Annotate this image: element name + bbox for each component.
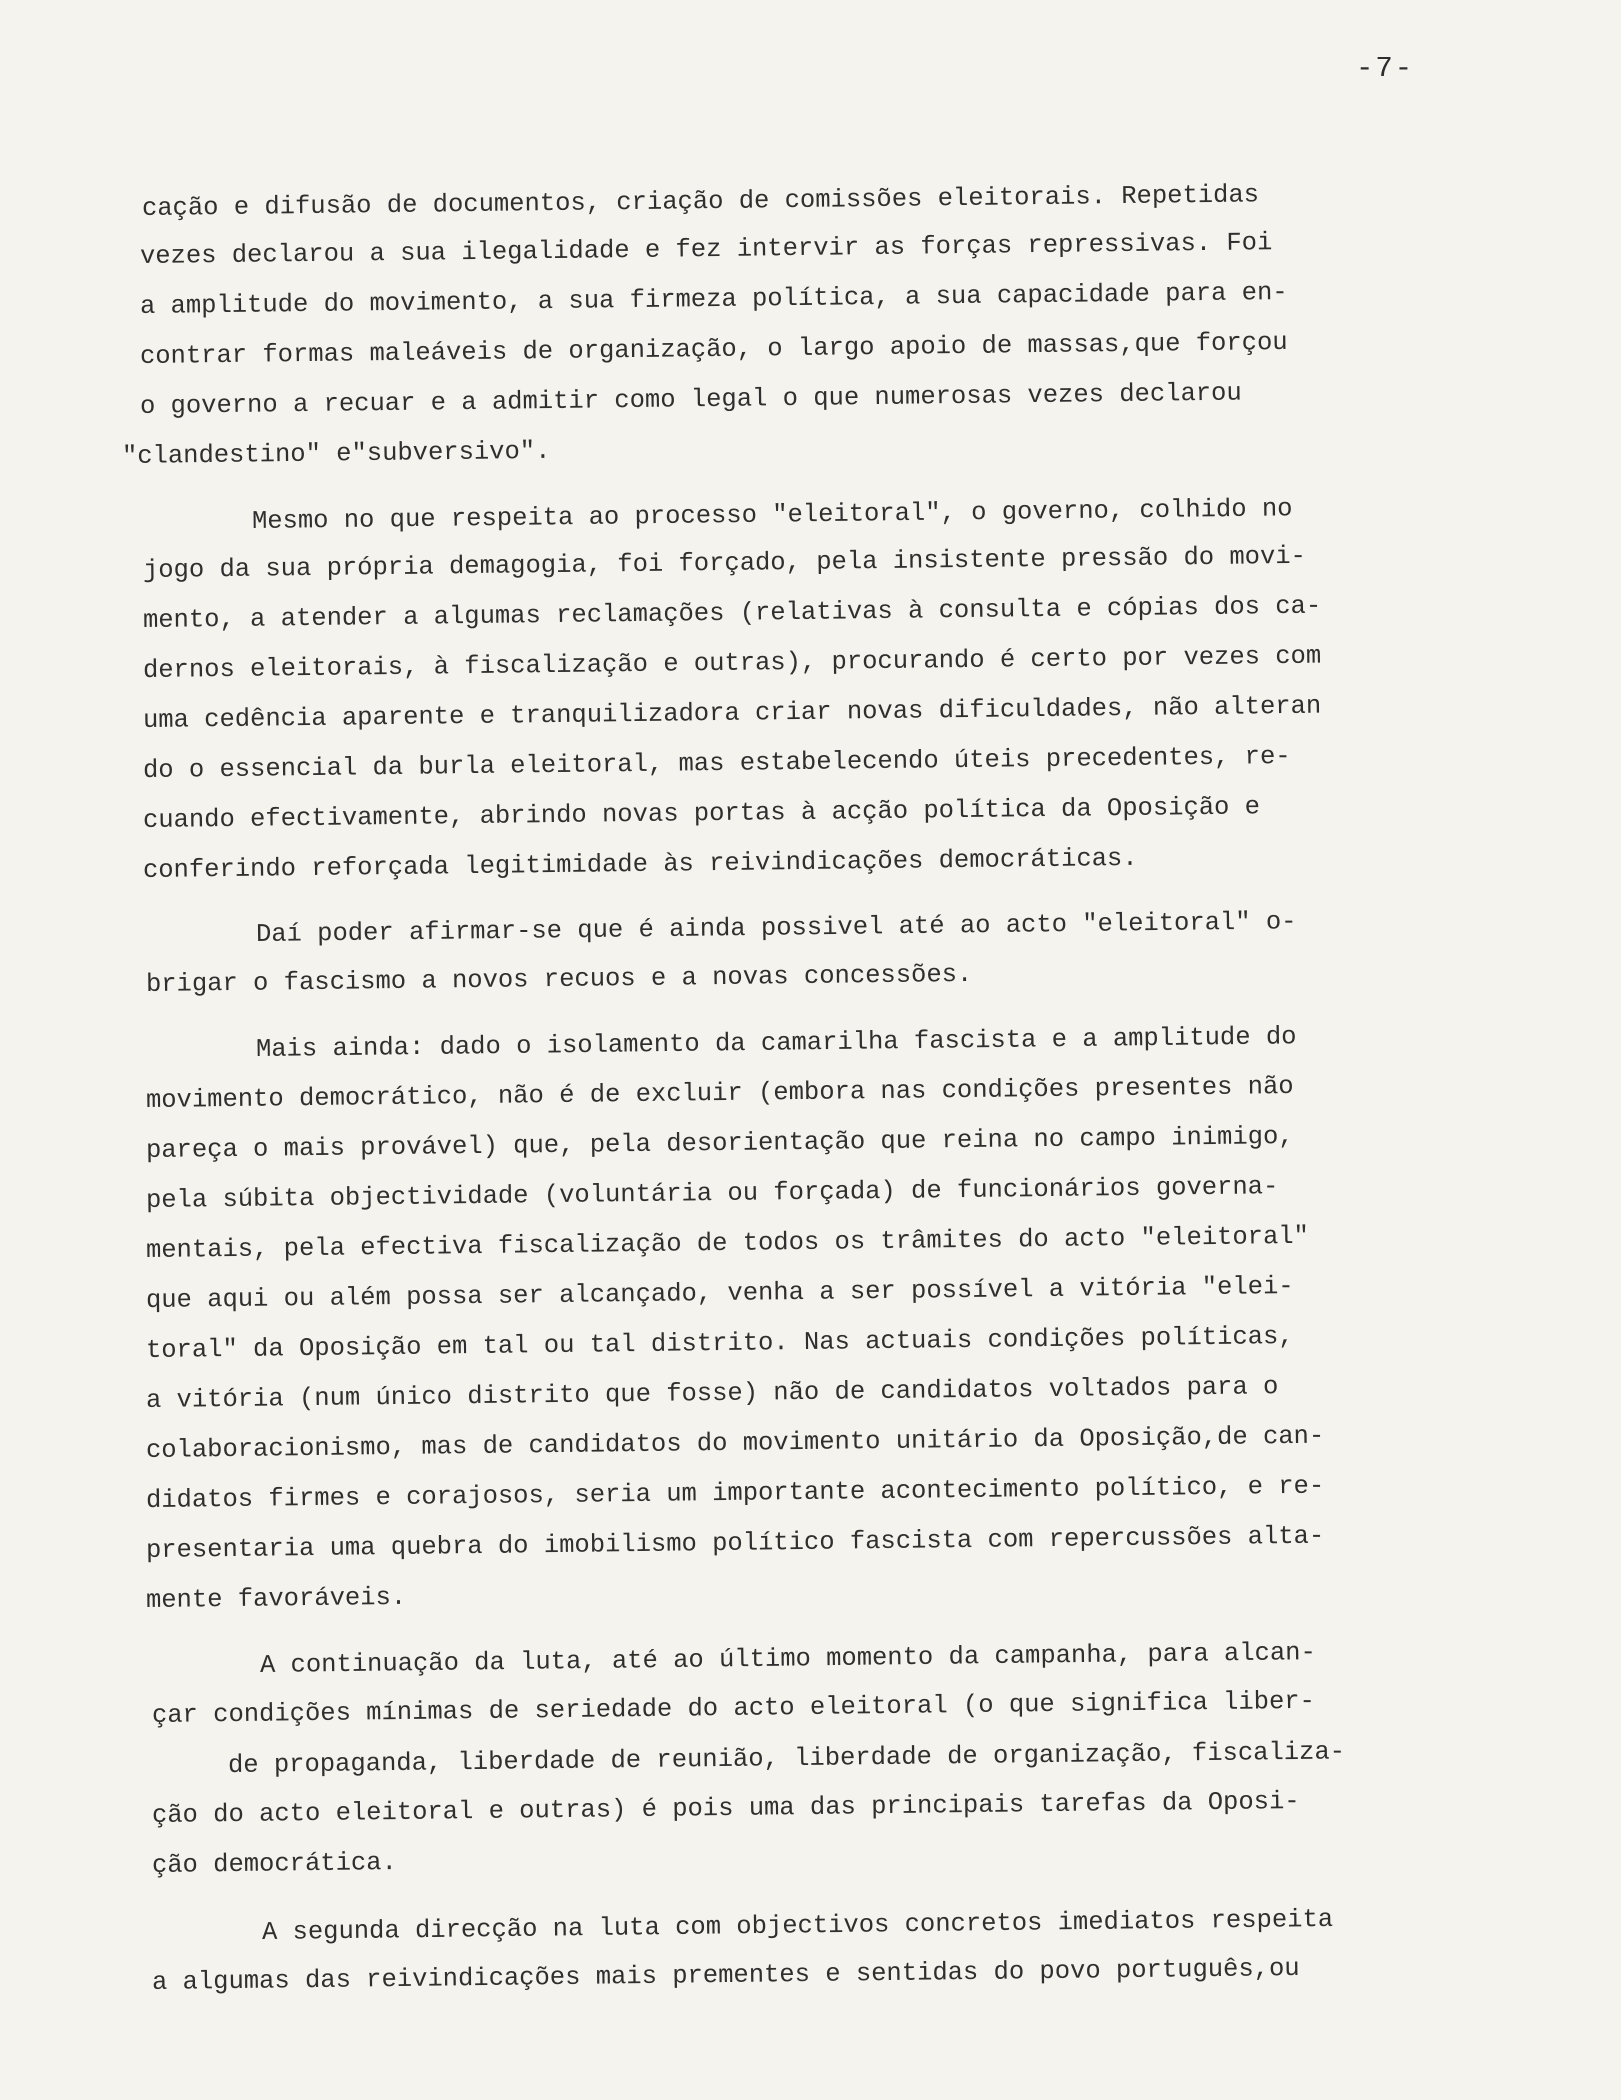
- text-line: toral" da Oposição em tal ou tal distrito. Nas actuais condições políticas,: [145, 1321, 1294, 1365]
- text-line: movimento democrático, não é de excluir (embora nas condições presentes não: [145, 1071, 1294, 1115]
- text-line: mento, a atender a algumas reclamações (relativas à consulta e cópias dos ca-: [142, 591, 1322, 635]
- text-line: mentais, pela efectiva fiscalização de todos os trâmites do acto "eleitoral": [145, 1221, 1310, 1265]
- text-line: Mesmo no que respeita ao processo "eleitoral", o governo, colhido no: [251, 494, 1293, 536]
- text-line: A continuação da luta, até ao último momento da campanha, para alcan-: [259, 1638, 1316, 1680]
- text-line: colaboracionismo, mas de candidatos do movimento unitário da Oposição,de can-: [145, 1421, 1325, 1465]
- text-line: a vitória (num único distrito que fosse) não de candidatos voltados para o: [145, 1372, 1279, 1415]
- text-line: uma cedência aparente e tranquilizadora criar novas dificuldades, não alteran: [142, 691, 1322, 735]
- text-line: jogo da sua própria demagogia, foi forçado, pela insistente pressão do movi-: [142, 541, 1307, 585]
- text-line: pareça o mais provável) que, pela desorientação que reina no campo inimigo,: [145, 1121, 1294, 1165]
- text-line: mente favoráveis.: [145, 1582, 407, 1615]
- text-line: o governo a recuar e a admitir como legal o que numerosas vezes declarou: [139, 378, 1242, 421]
- text-line: que aqui ou além possa ser alcançado, venha a ser possível a vitória "elei-: [145, 1271, 1294, 1315]
- text-line: presentaria uma quebra do imobilismo político fascista com repercussões alta-: [145, 1521, 1325, 1565]
- text-line: brigar o fascismo a novos recuos e a novas concessões.: [145, 959, 973, 999]
- text-line: çar condições mínimas de seriedade do acto eleitoral (o que significa liber-: [151, 1686, 1316, 1730]
- text-line: dernos eleitorais, à fiscalização e outras), procurando é certo por vezes com: [142, 641, 1322, 685]
- text-line: A segunda direcção na luta com objectivos concretos imediatos respeita: [261, 1904, 1334, 1947]
- text-line: vezes declarou a sua ilegalidade e fez intervir as forças repressivas. Foi: [139, 228, 1273, 271]
- text-line: Mais ainda: dado o isolamento da camarilha fascista e a amplitude do: [255, 1022, 1297, 1064]
- text-line: ção democrática.: [151, 1848, 397, 1880]
- text-line: cação e difusão de documentos, criação de comissões eleitorais. Repetidas: [141, 180, 1260, 223]
- text-line: "clandestino" e"subversivo".: [121, 436, 551, 471]
- text-line: pela súbita objectividade (voluntária ou forçada) de funcionários governa-: [145, 1172, 1279, 1215]
- text-line: contrar formas maleáveis de organização, o largo apoio de massas,que forçou: [139, 327, 1288, 371]
- text-line: do o essencial da burla eleitoral, mas estabelecendo úteis precedentes, re-: [142, 741, 1291, 785]
- text-line: Daí poder afirmar-se que é ainda possivel até ao acto "eleitoral" o-: [255, 907, 1297, 949]
- text-line: a amplitude do movimento, a sua firmeza política, a sua capacidade para en-: [139, 277, 1288, 321]
- text-line: didatos firmes e corajosos, seria um importante acontecimento político, e re-: [145, 1471, 1325, 1515]
- text-line: conferindo reforçada legitimidade às reivindicações democráticas.: [142, 843, 1138, 885]
- text-line: de propaganda, liberdade de reunião, liberdade de organização, fiscaliza-: [227, 1737, 1346, 1780]
- text-line: cuando efectivamente, abrindo novas portas à acção política da Oposição e: [142, 792, 1261, 835]
- page-number: -7-: [1356, 52, 1415, 85]
- text-line: ção do acto eleitoral e outras) é pois uma das principais tarefas da Oposi-: [151, 1786, 1300, 1830]
- text-line: a algumas das reivindicações mais prementes e sentidas do povo português,ou: [151, 1953, 1300, 1997]
